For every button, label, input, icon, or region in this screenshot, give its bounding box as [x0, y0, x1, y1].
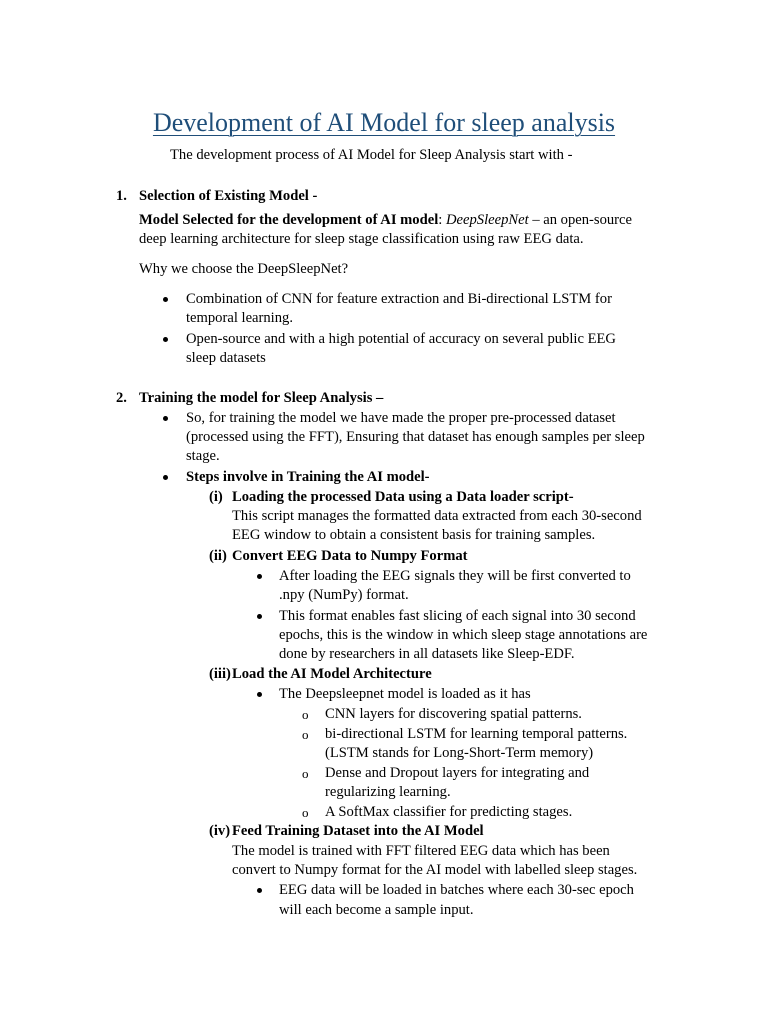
model-desc-2: deep learning architecture for sleep stage classification using raw EEG data.: [139, 231, 584, 247]
sub-bullet-marker: o: [302, 805, 309, 820]
step-i-text-1: This script manages the formatted data extracted from each 30-second: [232, 508, 642, 524]
step-i-heading: Loading the processed Data using a Data loader script-: [232, 489, 574, 505]
reason-1-line-2: temporal learning.: [186, 310, 293, 326]
step-ii-bullet-2-line-3: done by researchers in all datasets like Sleep-EDF.: [279, 646, 575, 662]
bullet-dot: [257, 692, 262, 697]
training-bullet-line-2: (processed using the FFT), Ensuring that dataset has enough samples per sleep: [186, 429, 645, 445]
step-iv-heading: Feed Training Dataset into the AI Model: [232, 823, 484, 839]
step-i-text-2: EEG window to obtain a consistent basis for training samples.: [232, 527, 596, 543]
step-iv-bullet-line-1: EEG data will be loaded in batches where each 30-sec epoch: [279, 882, 634, 898]
bullet-dot: [163, 337, 168, 342]
bullet-dot: [163, 416, 168, 421]
model-colon: :: [438, 212, 443, 228]
step-ii-bullet-2-line-2: epochs, this is the window in which sleep stage annotations are: [279, 627, 648, 643]
model-selected-line: [139, 211, 632, 230]
sub-item-3-line-2: regularizing learning.: [325, 784, 451, 800]
intro-text: The development process of AI Model for Sleep Analysis start with -: [170, 147, 573, 163]
step-iv-bullet-line-2: will each become a sample input.: [279, 902, 474, 918]
bullet-dot: [257, 888, 262, 893]
sub-item-1: CNN layers for discovering spatial patterns.: [325, 706, 582, 722]
bullet-dot: [257, 614, 262, 619]
sub-item-2-line-2: (LSTM stands for Long-Short-Term memory): [325, 745, 594, 761]
step-ii-heading: Convert EEG Data to Numpy Format: [232, 548, 468, 564]
section1-number: 1.: [116, 188, 127, 204]
step-iv-marker: (iv): [209, 823, 231, 839]
step-i-marker: (i): [209, 489, 223, 505]
model-name: DeepSleepNet: [445, 212, 529, 228]
sub-bullet-marker: o: [302, 707, 309, 722]
why-question: Why we choose the DeepSleepNet?: [139, 261, 349, 277]
steps-heading: Steps involve in Training the AI model-: [186, 469, 430, 485]
section2-heading: Training the model for Sleep Analysis –: [139, 390, 384, 406]
step-iv-text-2: convert to Numpy format for the AI model with labelled sleep stages.: [232, 862, 638, 878]
sub-bullet-marker: o: [302, 727, 309, 742]
step-ii-bullet-2-line-1: This format enables fast slicing of each signal into 30 second: [279, 608, 636, 624]
reason-1-line-1: Combination of CNN for feature extraction and Bi-directional LSTM for: [186, 291, 612, 307]
model-desc-1: – an open-source: [532, 212, 632, 228]
reason-2-line-1: Open-source and with a high potential of accuracy on several public EEG: [186, 331, 616, 347]
bullet-dot: [257, 574, 262, 579]
document-title: Development of AI Model for sleep analysis: [152, 108, 616, 137]
sub-item-4: A SoftMax classifier for predicting stages.: [325, 804, 573, 820]
step-iii-heading: Load the AI Model Architecture: [232, 666, 432, 682]
bullet-dot: [163, 297, 168, 302]
sub-bullet-marker: o: [302, 766, 309, 781]
section1-heading: Selection of Existing Model -: [139, 188, 318, 204]
training-bullet-line-3: stage.: [186, 448, 220, 464]
step-ii-marker: (ii): [209, 548, 227, 564]
step-ii-bullet-1-line-1: After loading the EEG signals they will be first converted to: [279, 568, 631, 584]
reason-2-line-2: sleep datasets: [186, 350, 266, 366]
step-iii-marker: (iii): [209, 666, 231, 682]
bullet-dot: [163, 475, 168, 480]
step-iv-text-1: The model is trained with FFT filtered EEG data which has been: [232, 843, 610, 859]
sub-item-3-line-1: Dense and Dropout layers for integrating and: [325, 765, 590, 781]
step-ii-bullet-1-line-2: .npy (NumPy) format.: [279, 587, 409, 603]
training-bullet-line-1: So, for training the model we have made the proper pre-processed dataset: [186, 410, 616, 426]
sub-item-2-line-1: bi-directional LSTM for learning temporal patterns.: [325, 726, 628, 742]
step-iii-bullet: The Deepsleepnet model is loaded as it has: [279, 686, 531, 702]
section2-number: 2.: [116, 390, 127, 406]
model-selected-label: Model Selected for the development of AI model: [139, 212, 439, 228]
